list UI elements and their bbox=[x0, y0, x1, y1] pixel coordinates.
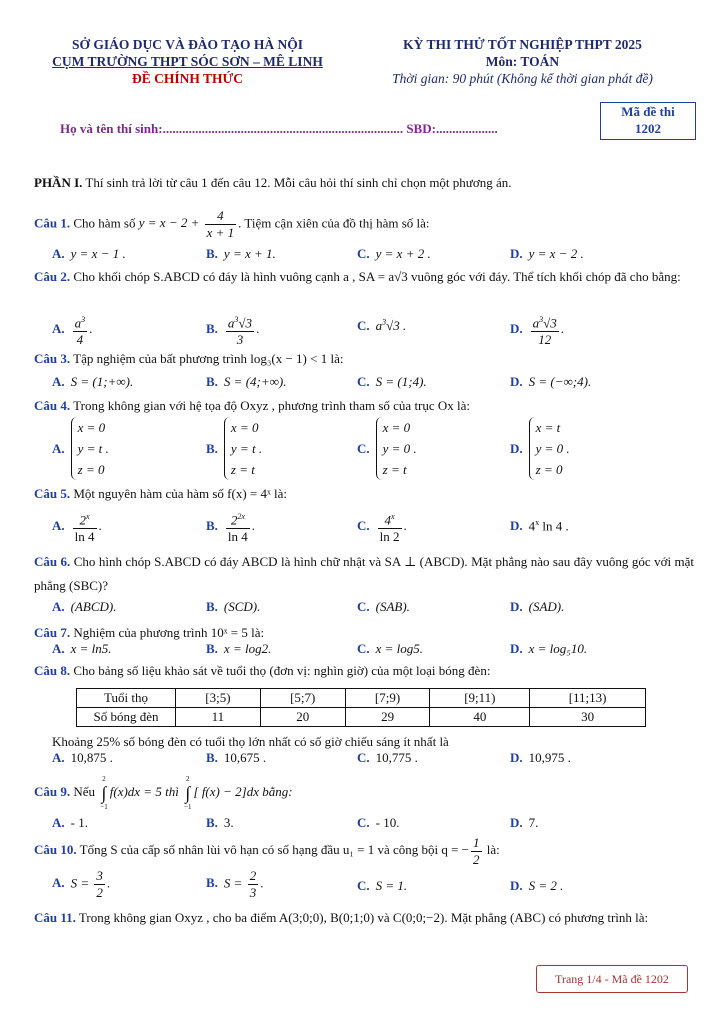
q2-option-c[interactable]: C. $a^3√3$ . bbox=[357, 318, 407, 334]
subject: Môn: TOÁN bbox=[485, 54, 560, 69]
exam-code-box bbox=[600, 102, 696, 140]
q1-option-d[interactable]: D. y = x − 2 . bbox=[510, 246, 584, 261]
q1-function: y = x − 2 + $\frac{4}{x + 1}$ bbox=[138, 208, 235, 240]
time-note: Thời gian: 90 phút (Không kể thời gian phát đề) bbox=[392, 71, 653, 86]
question-10 bbox=[34, 832, 694, 868]
q10-option-c[interactable]: C. S = 1. bbox=[357, 878, 408, 893]
q1-option-a[interactable]: A. y = x − 1 . bbox=[52, 246, 126, 261]
q8-option-d[interactable]: D. 10,975 . bbox=[510, 750, 571, 765]
q10-label: Câu 10. bbox=[34, 842, 77, 857]
q8-text: Cho bảng số liệu khảo sát về tuổi thọ (đơn vị: nghìn giờ) của một loại bóng đèn: bbox=[73, 663, 491, 678]
q10-ratio: $\frac{1}{2}$ bbox=[473, 834, 480, 867]
q4-option-d[interactable]: D.x = t y = 0 . z = 0 bbox=[510, 417, 570, 480]
q3-option-b[interactable]: B. S = (4;+∞). bbox=[206, 374, 287, 389]
q2-label: Câu 2. bbox=[34, 269, 71, 284]
q5-option-a[interactable]: A. $\frac{2^x}{\ln 4}$ . bbox=[52, 509, 102, 545]
q3-label: Câu 3. bbox=[34, 351, 71, 366]
question-5 bbox=[34, 485, 694, 503]
table-header: Số bóng đèn bbox=[77, 708, 176, 727]
table-cell: 29 bbox=[345, 708, 430, 727]
school-cluster: CỤM TRƯỜNG THPT SÓC SƠN – MÊ LINH bbox=[52, 54, 323, 69]
q9-option-d[interactable]: D. 7. bbox=[510, 815, 539, 830]
dept-title: SỞ GIÁO DỤC VÀ ĐÀO TẠO HÀ NỘI bbox=[72, 37, 303, 52]
table-cell: [5;7) bbox=[260, 689, 345, 708]
q11-label: Câu 11. bbox=[34, 910, 76, 925]
part1-instruction bbox=[34, 174, 694, 192]
q3-text: Tập nghiệm của bất phương trình log₃(x − 1) < 1 là: bbox=[73, 351, 344, 366]
page-footer: Trang 1/4 - Mã đề 1202 bbox=[536, 965, 688, 993]
part1-text: Thí sinh trả lời từ câu 1 đến câu 12. Mỗi câu hỏi thí sinh chỉ chọn một phương án. bbox=[85, 175, 512, 190]
lifetime-table bbox=[76, 688, 646, 727]
q7-text: Nghiệm của phương trình 10ˣ = 5 là: bbox=[73, 625, 265, 640]
table-row bbox=[77, 689, 646, 708]
exam-title: KỲ THI THỬ TỐT NGHIỆP THPT 2025 bbox=[403, 37, 642, 52]
q2-option-b[interactable]: B. $\frac{a^3√3}{3}$ . bbox=[206, 312, 259, 348]
q9-integral-1: 2 ∫ −1 bbox=[100, 775, 108, 812]
q10-option-b[interactable]: B. S = $\frac{2}{3}$ . bbox=[206, 868, 264, 900]
q5-label: Câu 5. bbox=[34, 486, 71, 501]
q3-option-c[interactable]: C. S = (1;4). bbox=[357, 374, 427, 389]
q5-option-d[interactable]: D. 4$^x$ ln 4 . bbox=[510, 518, 569, 534]
question-6 bbox=[34, 550, 694, 598]
q9-option-c[interactable]: C. - 10. bbox=[357, 815, 400, 830]
q8-label: Câu 8. bbox=[34, 663, 71, 678]
q7-option-c[interactable]: C. x = log5. bbox=[357, 641, 424, 656]
table-cell: 20 bbox=[260, 708, 345, 727]
q3-option-d[interactable]: D. S = (−∞;4). bbox=[510, 374, 592, 389]
q10-option-a[interactable]: A. S = $\frac{3}{2}$ . bbox=[52, 868, 111, 900]
table-header: Tuổi thọ bbox=[77, 689, 176, 708]
q1-option-c[interactable]: C. y = x + 2 . bbox=[357, 246, 431, 261]
q11-text: Trong không gian Oxyz , cho ba điểm A(3;0;0), B(0;1;0) và C(0;0;−2). Mặt phẳng (ABC) có phương trình là: bbox=[78, 910, 649, 925]
q4-option-a[interactable]: A.x = 0 y = t . z = 0 bbox=[52, 417, 109, 480]
question-2 bbox=[34, 268, 694, 286]
q9-integral-2: 2 ∫ −1 bbox=[184, 775, 192, 812]
exam-code-label: Mã đề thi bbox=[621, 104, 675, 119]
question-7 bbox=[34, 624, 694, 642]
q2-option-a[interactable]: A. $\frac{a^3}{4}$ . bbox=[52, 312, 92, 348]
q6-label: Câu 6. bbox=[34, 554, 71, 569]
question-11 bbox=[34, 908, 694, 928]
q1-post: . Tiệm cận xiên của đồ thị hàm số là: bbox=[238, 215, 430, 231]
q5-option-b[interactable]: B. $\frac{2^{2x}}{\ln 4}$ . bbox=[206, 509, 255, 545]
q9-label: Câu 9. bbox=[34, 784, 71, 799]
question-3 bbox=[34, 350, 694, 368]
table-cell: [3;5) bbox=[176, 689, 261, 708]
q9-option-b[interactable]: B. 3. bbox=[206, 815, 234, 830]
q4-option-b[interactable]: B.x = 0 y = t . z = t bbox=[206, 417, 262, 480]
official-label: ĐỀ CHÍNH THỨC bbox=[131, 71, 243, 86]
table-cell: 11 bbox=[176, 708, 261, 727]
q9-pre: Nếu bbox=[73, 784, 96, 799]
q8-option-c[interactable]: C. 10,775 . bbox=[357, 750, 418, 765]
q6-option-a[interactable]: A. (ABCD). bbox=[52, 599, 117, 614]
q1-label: Câu 1. bbox=[34, 215, 71, 231]
q6-option-c[interactable]: C. (SAB). bbox=[357, 599, 410, 614]
q10-text: Tổng S của cấp số nhân lùi vô hạn có số hạng đầu u₁ = 1 và công bội q = − bbox=[79, 842, 470, 857]
q7-option-d[interactable]: D. x = log₅10. bbox=[510, 641, 588, 656]
q9-post: [ f(x) − 2]dx bằng: bbox=[193, 784, 293, 799]
table-cell: [9;11) bbox=[430, 689, 530, 708]
table-cell: 40 bbox=[430, 708, 530, 727]
q8-option-a[interactable]: A. 10,875 . bbox=[52, 750, 113, 765]
q6-option-b[interactable]: B. (SCD). bbox=[206, 599, 261, 614]
q7-option-a[interactable]: A. x = ln5. bbox=[52, 641, 112, 656]
q1-pre: Cho hàm số bbox=[73, 215, 136, 231]
q9-mid: f(x)dx = 5 thì bbox=[109, 784, 179, 799]
q7-label: Câu 7. bbox=[34, 625, 71, 640]
q4-text: Trong không gian với hệ tọa độ Oxyz , phương trình tham số của trục Ox là: bbox=[73, 398, 471, 413]
exam-code-value: 1202 bbox=[635, 121, 661, 136]
table-cell: [11;13) bbox=[530, 689, 646, 708]
q3-option-a[interactable]: A. S = (1;+∞). bbox=[52, 374, 134, 389]
q8-option-b[interactable]: B. 10,675 . bbox=[206, 750, 267, 765]
part1-label: PHẦN I. bbox=[34, 175, 83, 190]
table-cell: 30 bbox=[530, 708, 646, 727]
q10-option-d[interactable]: D. S = 2 . bbox=[510, 878, 564, 893]
q5-text: Một nguyên hàm của hàm số f(x) = 4ˣ là: bbox=[73, 486, 287, 501]
q2-option-d[interactable]: D. $\frac{a^3√3}{12}$ . bbox=[510, 312, 564, 348]
question-1 bbox=[34, 208, 694, 241]
q4-label: Câu 4. bbox=[34, 398, 71, 413]
q5-option-c[interactable]: C. $\frac{4^x}{\ln 2}$ . bbox=[357, 509, 407, 545]
q10-tail: là: bbox=[486, 842, 500, 857]
table-row bbox=[77, 708, 646, 727]
question-8 bbox=[34, 662, 694, 680]
question-9 bbox=[34, 772, 694, 812]
q4-option-c[interactable]: C.x = 0 y = 0 . z = t bbox=[357, 417, 417, 480]
q2-text: Cho khối chóp S.ABCD có đáy là hình vuông cạnh a , SA = a√3 vuông góc với đáy. Thể tích khối chóp đã cho bằng: bbox=[73, 269, 681, 284]
table-cell: [7;9) bbox=[345, 689, 430, 708]
candidate-line[interactable]: Họ và tên thí sinh:.......................................................................... SBD:................... bbox=[60, 121, 498, 136]
q6-text: Cho hình chóp S.ABCD có đáy ABCD là hình chữ nhật và SA ⊥ (ABCD). Mặt phẳng nào sau đây vuông góc với mặt phẳng (SBC)? bbox=[34, 554, 694, 593]
q9-option-a[interactable]: A. - 1. bbox=[52, 815, 88, 830]
q1-option-b[interactable]: B. y = x + 1. bbox=[206, 246, 276, 261]
q7-option-b[interactable]: B. x = log2. bbox=[206, 641, 272, 656]
q6-option-d[interactable]: D. (SAD). bbox=[510, 599, 565, 614]
q8-after-text: Khoảng 25% số bóng đèn có tuổi thọ lớn nhất có số giờ chiếu sáng ít nhất là bbox=[52, 734, 449, 749]
question-4 bbox=[34, 397, 694, 415]
